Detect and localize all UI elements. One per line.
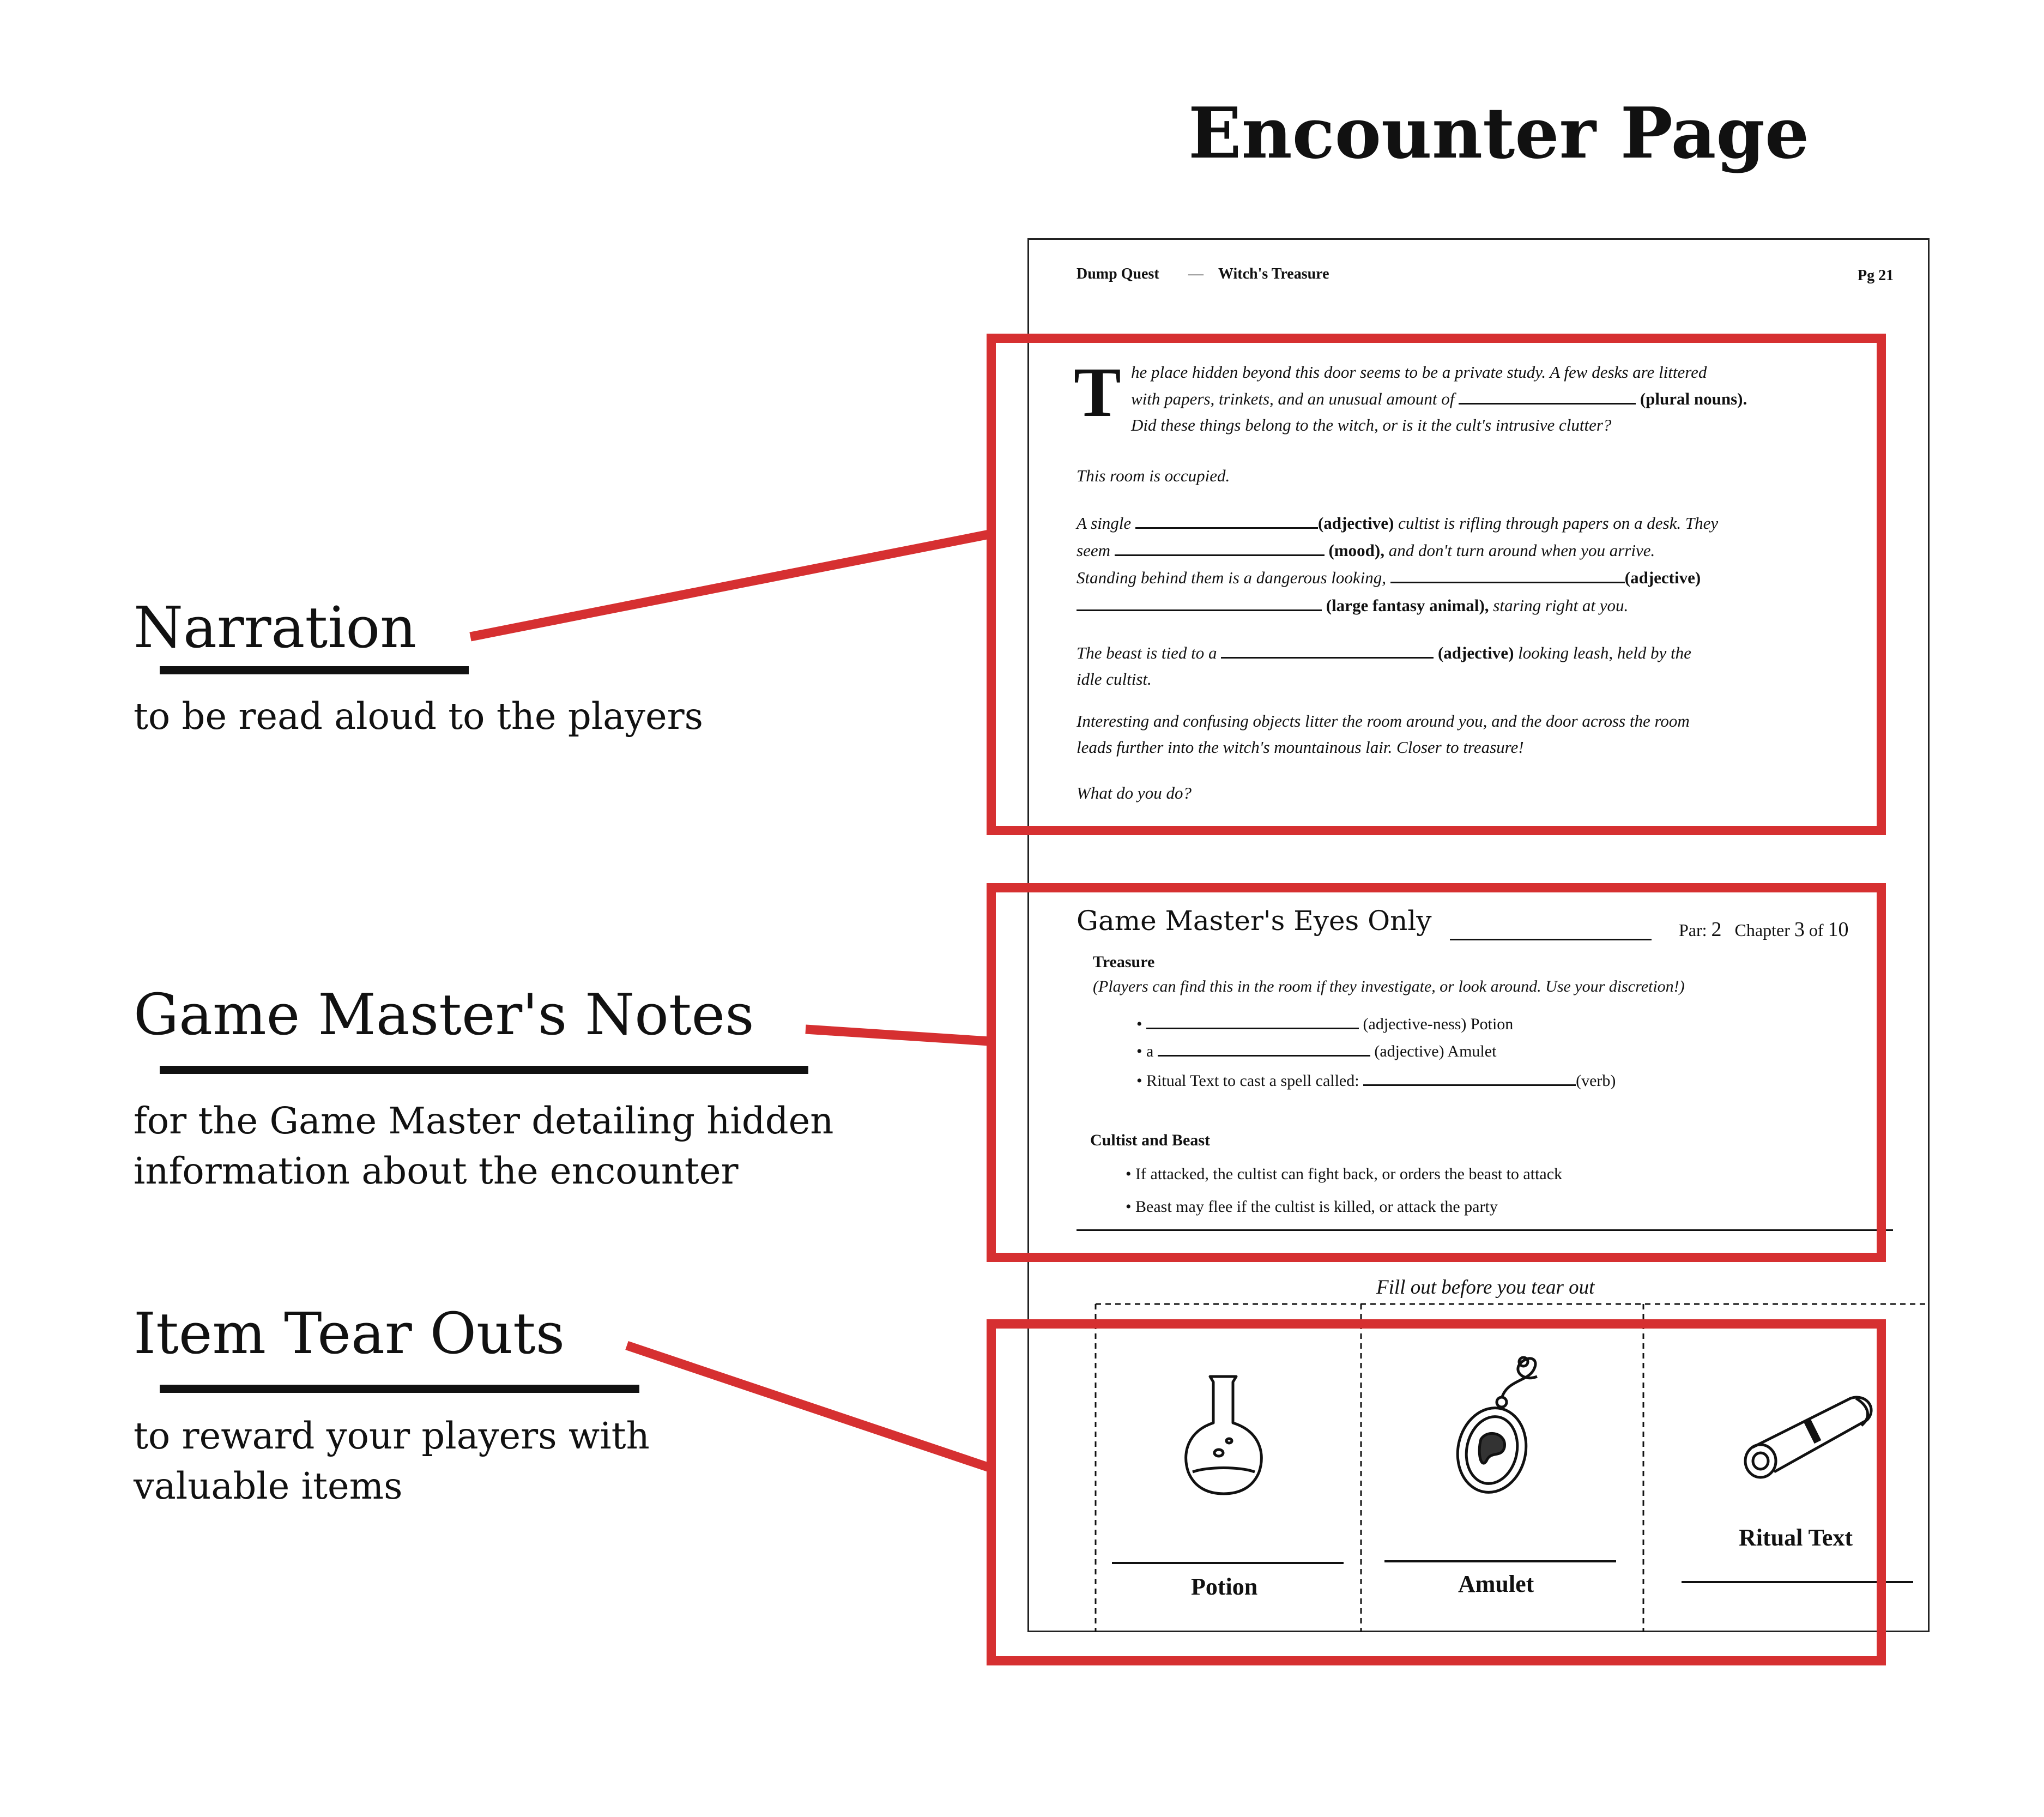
gm-treasure-note: (Players can find this in the room if they investigate, or look around. Use your discretion!) <box>1093 977 1685 995</box>
gm-cultist-bullet-1: • If attacked, the cultist can fight back, or orders the beast to attack <box>1126 1165 1563 1183</box>
narration-p3-l3-a: Standing behind them is a dangerous looking, <box>1077 568 1387 587</box>
narration-p5-line-2: leads further into the witch's mountainous lair. Closer to treasure! <box>1077 738 1524 757</box>
gm-par-label: Par: <box>1679 920 1707 940</box>
gm-of-label: of <box>1809 920 1824 940</box>
gm-chapter-total: 10 <box>1828 918 1849 941</box>
narration-p3-l3-b: (adjective) <box>1624 568 1701 587</box>
narration-p4-l1-b: (adjective) <box>1437 643 1514 662</box>
gm-cultist2-text: Beast may flee if the cultist is killed, or attack the party <box>1135 1198 1498 1216</box>
callout-narration-desc: to be read aloud to the players <box>134 695 704 738</box>
callout-tearouts-desc-line-1: to reward your players with <box>134 1415 650 1457</box>
narration-p3-l4-b: (large fantasy animal), <box>1326 596 1489 615</box>
diagram-title: Encounter Page <box>1188 93 1810 174</box>
narration-p3-l1-b: (adjective) <box>1317 514 1394 533</box>
callout-gm-notes-desc-line-2: information about the encounter <box>134 1150 739 1192</box>
gm-treasure-item-1: • (adjective-ness) Potion <box>1136 1015 1514 1033</box>
narration-p4-l1-a: The beast is tied to a <box>1077 643 1217 662</box>
gm-cultist1-text: If attacked, the cultist can fight back, or orders the beast to attack <box>1135 1165 1563 1183</box>
tearout-instruction: Fill out before you tear out <box>1376 1276 1595 1299</box>
gm-item1-b: (adjective-ness) Potion <box>1363 1015 1514 1033</box>
gm-item2-b: (adjective) Amulet <box>1374 1042 1497 1060</box>
narration-p3-l4-c: staring right at you. <box>1493 596 1629 615</box>
gm-cultist-heading: Cultist and Beast <box>1090 1131 1211 1149</box>
narration-p1-line-3: Did these things belong to the witch, or is it the cult's intrusive clutter? <box>1131 415 1612 434</box>
narration-p3-l2-a: seem <box>1077 541 1110 560</box>
callout-tearouts-desc-line-2: valuable items <box>134 1465 403 1507</box>
highlight-tearouts-box <box>987 1319 1886 1665</box>
page-header-separator: — <box>1188 265 1204 282</box>
gm-chapter-label: Chapter <box>1734 920 1790 940</box>
gm-chapter-value: 3 <box>1794 918 1805 941</box>
narration-p3-l1-a: A single <box>1077 514 1132 533</box>
gm-item3-a: Ritual Text to cast a spell called: <box>1146 1072 1359 1090</box>
tearout-ritual-text-label: Ritual Text <box>1739 1524 1853 1551</box>
gm-cultist-bullet-2: • Beast may flee if the cultist is killed, or attack the party <box>1126 1198 1498 1216</box>
tearout-amulet-label: Amulet <box>1458 1571 1534 1597</box>
narration-p3-l2-b: (mood), <box>1328 541 1384 560</box>
narration-p1-l2-b: (plural nouns). <box>1640 389 1747 408</box>
highlight-narration-box <box>987 334 1886 835</box>
gm-par-value: 2 <box>1711 918 1722 941</box>
narration-p4-l1-c: looking leash, held by the <box>1518 643 1691 662</box>
narration-p1-line-1: he place hidden beyond this door seems to be a private study. A few desks are littered <box>1131 363 1707 382</box>
narration-p6: What do you do? <box>1077 783 1192 802</box>
callout-tearouts-title: Item Tear Outs <box>134 1300 565 1367</box>
narration-p5-line-1: Interesting and confusing objects litter the room around you, and the door across the room <box>1077 711 1690 731</box>
gm-treasure-heading: Treasure <box>1093 953 1155 971</box>
narration-p1-l2-a: with papers, trinkets, and an unusual amount of <box>1131 389 1455 408</box>
page-header-book: Dump Quest <box>1077 265 1159 282</box>
callout-narration-title: Narration <box>134 594 417 661</box>
gm-item2-a: a <box>1146 1042 1154 1060</box>
callout-gm-notes-title: Game Master's Notes <box>134 981 754 1048</box>
gm-section-title: Game Master's Eyes Only <box>1077 905 1432 937</box>
callout-gm-notes-desc-line-1: for the Game Master detailing hidden <box>134 1100 834 1142</box>
gm-treasure-item-3: • Ritual Text to cast a spell called: (verb) <box>1136 1072 1616 1090</box>
narration-p3-l1-c: cultist is rifling through papers on a desk. They <box>1398 514 1719 533</box>
tearout-potion-label: Potion <box>1191 1573 1258 1600</box>
page-number: Pg 21 <box>1858 267 1894 284</box>
narration-p2: This room is occupied. <box>1077 466 1230 485</box>
narration-drop-cap: T <box>1074 353 1121 432</box>
gm-treasure-item-2: • a (adjective) Amulet <box>1136 1042 1497 1060</box>
highlight-gm-notes-box <box>987 883 1886 1262</box>
narration-p3-l2-c: and don't turn around when you arrive. <box>1388 541 1655 560</box>
page-header-chapter: Witch's Treasure <box>1218 265 1329 282</box>
gm-item3-b: (verb) <box>1576 1072 1616 1090</box>
narration-p4-line-2: idle cultist. <box>1077 669 1152 689</box>
